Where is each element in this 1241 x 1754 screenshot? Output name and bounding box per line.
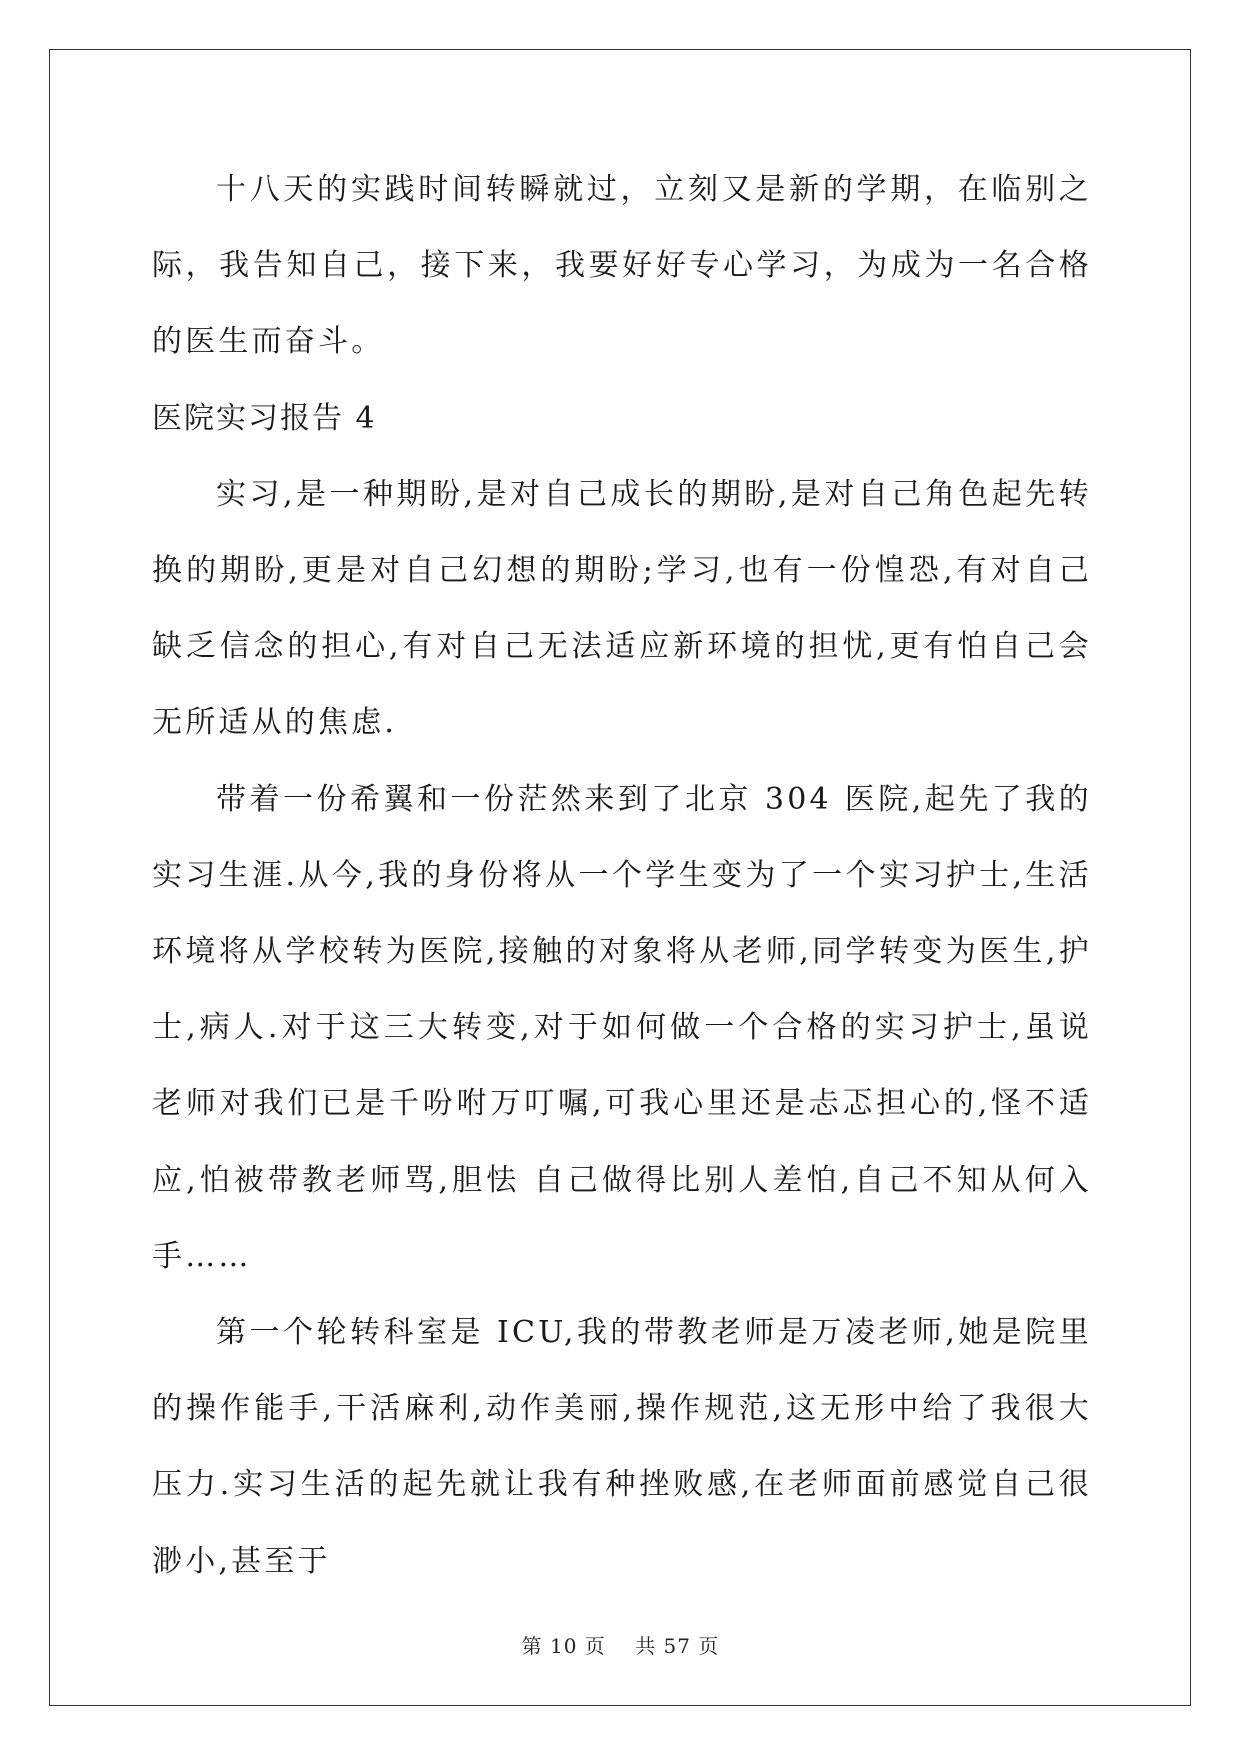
section-heading: 医院实习报告 4 — [152, 400, 377, 436]
paragraph-arrival: 带着一份希翼和一份茫然来到了北京 304 医院,起先了我的实习生涯.从今,我的身份将从一个学生变为了一个实习护士,生活环境将从学校转为医院,接触的对象将从老师,同学转变为医生,护士,病人.对于这三大转变,对于如何做一个合格的实习护士,虽说老师对我们已是千吩咐万叮嘱,可我心里还是忐忑担心的,怪不适应,怕被带教老师骂,胆怯 自己做得比别人差怕,自己不知从何入手…… — [152, 781, 1092, 1274]
document-body — [152, 152, 1092, 1600]
paragraph-intro: 实习,是一种期盼,是对自己成长的期盼,是对自己角色起先转换的期盼,更是对自己幻想的期盼;学习,也有一份惶恐,有对自己缺乏信念的担心,有对自己无法适应新环境的担忧,更有怕自己会无所适从的焦虑. — [152, 476, 1092, 741]
page-number-label: 第 10 页 共 57 页 — [521, 1634, 720, 1658]
paragraph-icu: 第一个轮转科室是 ICU,我的带教老师是万凌老师,她是院里的操作能手,干活麻利,动作美丽,操作规范,这无形中给了我很大压力.实习生活的起先就让我有种挫败感,在老师面前感觉自己很渺小,甚至于 — [152, 1315, 1092, 1579]
paragraph-closing: 十八天的实践时间转瞬就过，立刻又是新的学期，在临别之际，我告知自己，接下来，我要好好专心学习，为成为一名合格的医生而奋斗。 — [152, 172, 1092, 360]
page-number-footer — [0, 1630, 1241, 1659]
